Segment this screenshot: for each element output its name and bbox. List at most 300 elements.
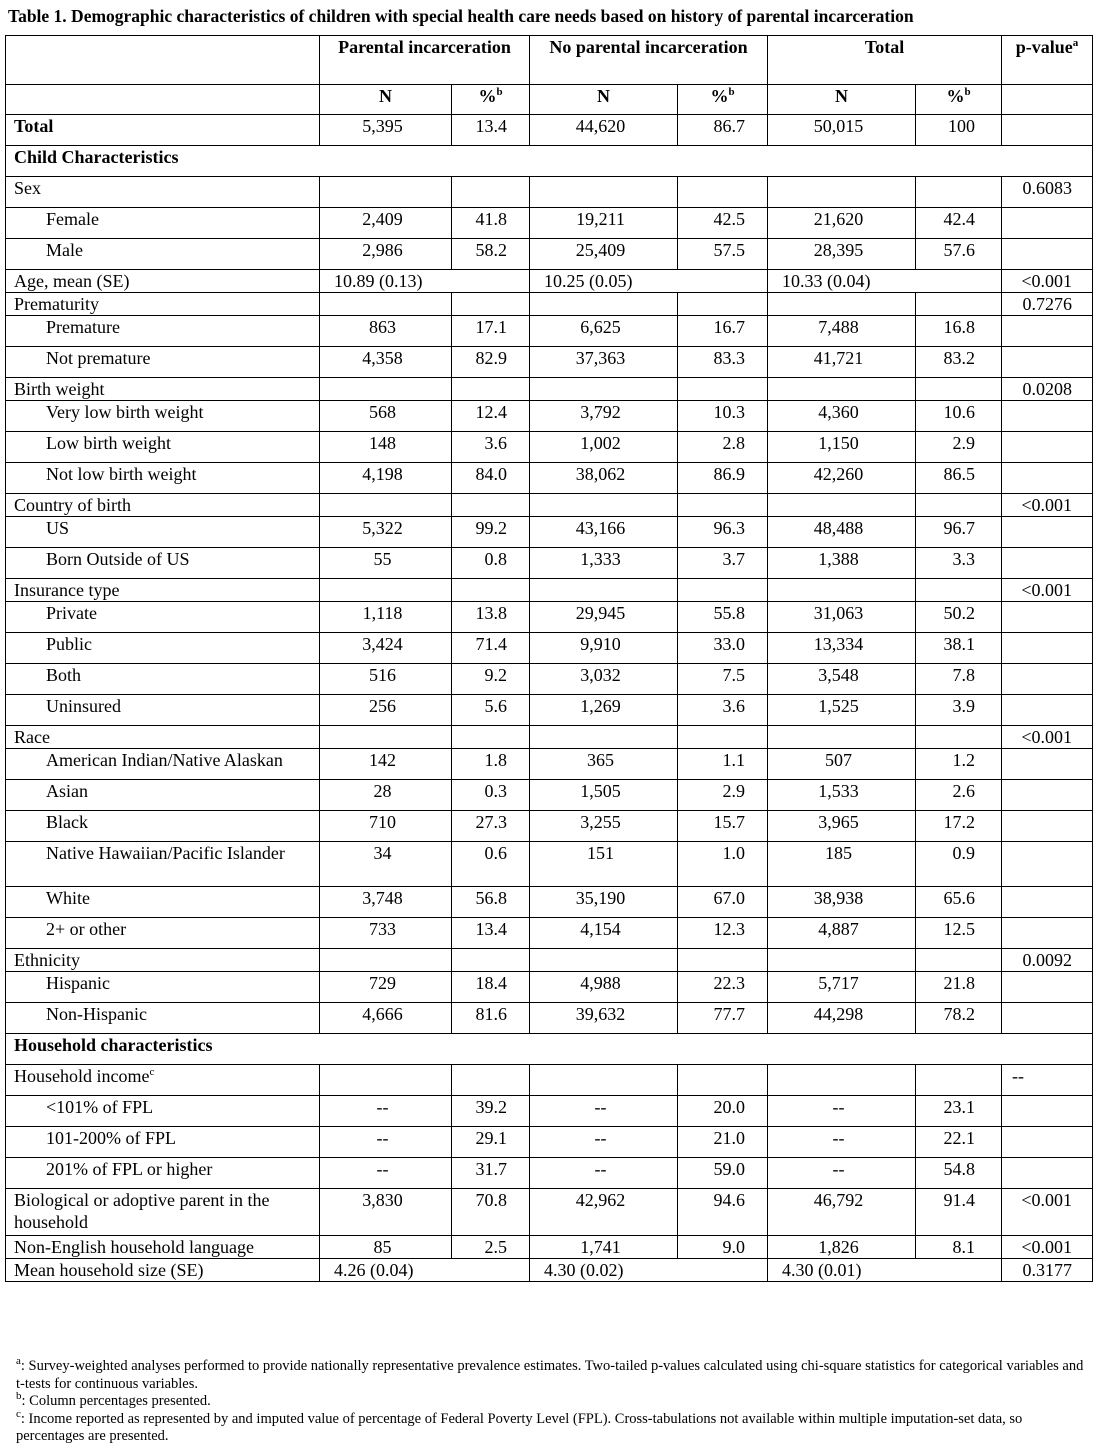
- percent-value: 0.9: [916, 842, 1002, 887]
- table-row: [6, 1096, 1093, 1127]
- p-value: <0.001: [1002, 726, 1093, 749]
- p-value: [1002, 780, 1093, 811]
- table-row: [6, 270, 1093, 293]
- demographics-table: [5, 35, 1093, 1282]
- p-value: 0.7276: [1002, 293, 1093, 316]
- table-row: [6, 664, 1093, 695]
- percent-value: 3.3: [916, 548, 1002, 579]
- empty-cell: [530, 949, 678, 972]
- n-value: 863: [320, 316, 452, 347]
- mean-value: 10.89 (0.13): [320, 270, 530, 293]
- n-value: 1,741: [530, 1236, 678, 1259]
- n-value: 1,525: [768, 695, 916, 726]
- empty-cell: [320, 177, 452, 208]
- p-value: [1002, 1158, 1093, 1189]
- header-percent-sup: b: [964, 86, 971, 98]
- percent-value: 70.8: [452, 1189, 530, 1236]
- empty-cell: [916, 378, 1002, 401]
- percent-value: 0.8: [452, 548, 530, 579]
- percent-value: 3.6: [678, 695, 768, 726]
- percent-value: 81.6: [452, 1003, 530, 1034]
- n-value: 4,154: [530, 918, 678, 949]
- percent-value: 9.2: [452, 664, 530, 695]
- empty-cell: [530, 579, 678, 602]
- p-value: 0.0092: [1002, 949, 1093, 972]
- n-value: 151: [530, 842, 678, 887]
- n-value: 2,409: [320, 208, 452, 239]
- p-value: <0.001: [1002, 494, 1093, 517]
- row-label: Hispanic: [6, 972, 320, 1003]
- percent-value: 96.3: [678, 517, 768, 548]
- n-value: 44,298: [768, 1003, 916, 1034]
- percent-value: 29.1: [452, 1127, 530, 1158]
- percent-value: 12.3: [678, 918, 768, 949]
- header-percent-label: %: [478, 86, 497, 106]
- p-value: <0.001: [1002, 579, 1093, 602]
- n-value: 3,424: [320, 633, 452, 664]
- empty-cell: [678, 378, 768, 401]
- percent-value: 9.0: [678, 1236, 768, 1259]
- percent-value: 83.2: [916, 347, 1002, 378]
- p-value: [1002, 633, 1093, 664]
- table-row: [6, 378, 1093, 401]
- empty-cell: [916, 494, 1002, 517]
- percent-value: 7.5: [678, 664, 768, 695]
- mean-value: 4.30 (0.02): [530, 1259, 768, 1282]
- table-row: [6, 316, 1093, 347]
- table-row: [6, 177, 1093, 208]
- empty-cell: [768, 949, 916, 972]
- row-label: Not premature: [6, 347, 320, 378]
- p-value: [1002, 115, 1093, 146]
- empty-cell: [530, 177, 678, 208]
- empty-cell: [916, 579, 1002, 602]
- empty-cell: [320, 378, 452, 401]
- table-row: [6, 146, 1093, 177]
- table-row: [6, 1236, 1093, 1259]
- header-pvalue: [1002, 36, 1093, 85]
- n-value: 1,269: [530, 695, 678, 726]
- table-title: Table 1. Demographic characteristics of children with special health care needs based on history of parental incarceration: [8, 6, 914, 26]
- p-value: [1002, 548, 1093, 579]
- table-row: [6, 633, 1093, 664]
- percent-value: 12.5: [916, 918, 1002, 949]
- empty-cell: [530, 1065, 678, 1096]
- percent-value: 77.7: [678, 1003, 768, 1034]
- n-value: 21,620: [768, 208, 916, 239]
- percent-value: 2.6: [916, 780, 1002, 811]
- row-label: [6, 1065, 320, 1096]
- header-blank: [6, 36, 320, 85]
- table-row: [6, 494, 1093, 517]
- footnote-c: $^c$: Income reported as represented by and imputed value of percentage of Federal Poverty Level (FPL). Cross-tabulations not available within multiple imputation-set data, so percentages are presented.: [16, 1407, 1023, 1444]
- header-blank: [6, 85, 320, 115]
- percent-value: 1.8: [452, 749, 530, 780]
- n-value: 55: [320, 548, 452, 579]
- row-label: 101-200% of FPL: [6, 1127, 320, 1158]
- row-label: Insurance type: [6, 579, 320, 602]
- table-row: [6, 347, 1093, 378]
- empty-cell: [768, 177, 916, 208]
- empty-cell: [768, 378, 916, 401]
- percent-value: 2.8: [678, 432, 768, 463]
- table-row: [6, 1065, 1093, 1096]
- percent-value: 2.9: [678, 780, 768, 811]
- empty-cell: [678, 177, 768, 208]
- percent-value: 42.4: [916, 208, 1002, 239]
- header-n: N: [768, 85, 916, 115]
- n-value: 4,666: [320, 1003, 452, 1034]
- percent-value: 10.6: [916, 401, 1002, 432]
- row-label: Public: [6, 633, 320, 664]
- n-value: 185: [768, 842, 916, 887]
- row-label: US: [6, 517, 320, 548]
- footnote-b: $^b$: Column percentages presented.: [16, 1390, 211, 1409]
- p-value: <0.001: [1002, 270, 1093, 293]
- p-value: 0.6083: [1002, 177, 1093, 208]
- table-row: [6, 239, 1093, 270]
- n-value: 9,910: [530, 633, 678, 664]
- row-label: Prematurity: [6, 293, 320, 316]
- row-label: Black: [6, 811, 320, 842]
- row-label-sup: c: [149, 1066, 155, 1078]
- percent-value: 65.6: [916, 887, 1002, 918]
- empty-cell: [320, 494, 452, 517]
- percent-value: 96.7: [916, 517, 1002, 548]
- n-value: 37,363: [530, 347, 678, 378]
- row-label: Total: [6, 115, 320, 146]
- table-row: [6, 918, 1093, 949]
- percent-value: 31.7: [452, 1158, 530, 1189]
- n-value: 19,211: [530, 208, 678, 239]
- percent-value: 13.8: [452, 602, 530, 633]
- row-label: Male: [6, 239, 320, 270]
- header-n: N: [530, 85, 678, 115]
- row-label: 201% of FPL or higher: [6, 1158, 320, 1189]
- p-value: --: [1002, 1065, 1093, 1096]
- percent-value: 2.9: [916, 432, 1002, 463]
- table-row: [6, 842, 1093, 887]
- row-label: Not low birth weight: [6, 463, 320, 494]
- percent-value: 15.7: [678, 811, 768, 842]
- p-value: [1002, 972, 1093, 1003]
- p-value: 0.0208: [1002, 378, 1093, 401]
- n-value: 38,062: [530, 463, 678, 494]
- p-value: [1002, 1127, 1093, 1158]
- empty-cell: [678, 726, 768, 749]
- n-value: 13,334: [768, 633, 916, 664]
- percent-value: 27.3: [452, 811, 530, 842]
- n-value: 5,717: [768, 972, 916, 1003]
- n-value: 1,118: [320, 602, 452, 633]
- header-pvalue-sup: a: [1072, 37, 1079, 49]
- n-value: 28,395: [768, 239, 916, 270]
- n-value: --: [530, 1096, 678, 1127]
- p-value: [1002, 664, 1093, 695]
- percent-value: 2.5: [452, 1236, 530, 1259]
- row-label: 2+ or other: [6, 918, 320, 949]
- n-value: --: [530, 1127, 678, 1158]
- empty-cell: [452, 1065, 530, 1096]
- n-value: 39,632: [530, 1003, 678, 1034]
- p-value: [1002, 1003, 1093, 1034]
- row-label: Country of birth: [6, 494, 320, 517]
- n-value: 1,388: [768, 548, 916, 579]
- empty-cell: [916, 177, 1002, 208]
- n-value: 710: [320, 811, 452, 842]
- percent-value: 59.0: [678, 1158, 768, 1189]
- table-row: [6, 887, 1093, 918]
- empty-cell: [452, 579, 530, 602]
- percent-value: 7.8: [916, 664, 1002, 695]
- n-value: 4,988: [530, 972, 678, 1003]
- table-row: [6, 1158, 1093, 1189]
- percent-value: 100: [916, 115, 1002, 146]
- row-label: Very low birth weight: [6, 401, 320, 432]
- percent-value: 1.1: [678, 749, 768, 780]
- n-value: 41,721: [768, 347, 916, 378]
- table-row: [6, 749, 1093, 780]
- row-label: Premature: [6, 316, 320, 347]
- p-value: [1002, 347, 1093, 378]
- empty-cell: [452, 494, 530, 517]
- p-value: [1002, 401, 1093, 432]
- percent-value: 3.6: [452, 432, 530, 463]
- empty-cell: [452, 378, 530, 401]
- row-label: Birth weight: [6, 378, 320, 401]
- header-percent-label: %: [710, 86, 729, 106]
- percent-value: 1.2: [916, 749, 1002, 780]
- table-row: [6, 208, 1093, 239]
- percent-value: 21.8: [916, 972, 1002, 1003]
- header-percent: [916, 85, 1002, 115]
- n-value: 43,166: [530, 517, 678, 548]
- percent-value: 84.0: [452, 463, 530, 494]
- n-value: 3,548: [768, 664, 916, 695]
- n-value: 34: [320, 842, 452, 887]
- percent-value: 41.8: [452, 208, 530, 239]
- n-value: 733: [320, 918, 452, 949]
- empty-cell: [768, 494, 916, 517]
- n-value: 1,533: [768, 780, 916, 811]
- row-label: Born Outside of US: [6, 548, 320, 579]
- n-value: 38,938: [768, 887, 916, 918]
- n-value: 85: [320, 1236, 452, 1259]
- table-row: [6, 602, 1093, 633]
- p-value: [1002, 463, 1093, 494]
- row-label: Biological or adoptive parent in the household: [6, 1189, 320, 1236]
- mean-value: 10.25 (0.05): [530, 270, 768, 293]
- row-label: American Indian/Native Alaskan: [6, 749, 320, 780]
- footnotes: [16, 1355, 1086, 1446]
- n-value: 48,488: [768, 517, 916, 548]
- table-row: [6, 972, 1093, 1003]
- empty-cell: [678, 579, 768, 602]
- n-value: 516: [320, 664, 452, 695]
- percent-value: 83.3: [678, 347, 768, 378]
- n-value: 1,333: [530, 548, 678, 579]
- empty-cell: [452, 177, 530, 208]
- header-total: Total: [768, 36, 1002, 85]
- row-label: Ethnicity: [6, 949, 320, 972]
- percent-value: 82.9: [452, 347, 530, 378]
- percent-value: 71.4: [452, 633, 530, 664]
- n-value: 3,748: [320, 887, 452, 918]
- n-value: 568: [320, 401, 452, 432]
- percent-value: 16.8: [916, 316, 1002, 347]
- header-percent: [452, 85, 530, 115]
- empty-cell: [530, 726, 678, 749]
- percent-value: 78.2: [916, 1003, 1002, 1034]
- n-value: 142: [320, 749, 452, 780]
- n-value: 1,505: [530, 780, 678, 811]
- percent-value: 17.2: [916, 811, 1002, 842]
- row-label: Non-Hispanic: [6, 1003, 320, 1034]
- percent-value: 55.8: [678, 602, 768, 633]
- percent-value: 86.9: [678, 463, 768, 494]
- p-value: [1002, 517, 1093, 548]
- empty-cell: [916, 1065, 1002, 1096]
- header-no-parental-incarceration: No parental incarceration: [530, 36, 768, 85]
- n-value: 46,792: [768, 1189, 916, 1236]
- empty-cell: [530, 293, 678, 316]
- p-value: [1002, 239, 1093, 270]
- empty-cell: [320, 949, 452, 972]
- n-value: 28: [320, 780, 452, 811]
- percent-value: 42.5: [678, 208, 768, 239]
- empty-cell: [320, 1065, 452, 1096]
- table-row: [6, 1259, 1093, 1282]
- percent-value: 20.0: [678, 1096, 768, 1127]
- header-percent: [678, 85, 768, 115]
- n-value: 3,830: [320, 1189, 452, 1236]
- mean-value: 4.30 (0.01): [768, 1259, 1002, 1282]
- n-value: 35,190: [530, 887, 678, 918]
- n-value: 50,015: [768, 115, 916, 146]
- empty-cell: [320, 293, 452, 316]
- empty-cell: [678, 1065, 768, 1096]
- table-row: [6, 780, 1093, 811]
- row-label: Sex: [6, 177, 320, 208]
- row-label: Age, mean (SE): [6, 270, 320, 293]
- percent-value: 21.0: [678, 1127, 768, 1158]
- row-label: Low birth weight: [6, 432, 320, 463]
- percent-value: 13.4: [452, 918, 530, 949]
- empty-cell: [678, 949, 768, 972]
- footnote-a: $^a$: Survey-weighted analyses performed to provide nationally representative prevalence estimates. Two-tailed p-values calculated using chi-square statistics for categorical variables and t-tests for continuous variables.: [16, 1355, 1084, 1392]
- p-value: [1002, 842, 1093, 887]
- n-value: 148: [320, 432, 452, 463]
- n-value: 256: [320, 695, 452, 726]
- percent-value: 99.2: [452, 517, 530, 548]
- percent-value: 16.7: [678, 316, 768, 347]
- table-row: [6, 579, 1093, 602]
- n-value: 1,002: [530, 432, 678, 463]
- p-value: [1002, 316, 1093, 347]
- n-value: 4,887: [768, 918, 916, 949]
- n-value: --: [768, 1158, 916, 1189]
- empty-cell: [678, 293, 768, 316]
- table-row: [6, 293, 1093, 316]
- percent-value: 5.6: [452, 695, 530, 726]
- n-value: 1,150: [768, 432, 916, 463]
- table-row: [6, 1003, 1093, 1034]
- percent-value: 3.9: [916, 695, 1002, 726]
- p-value: [1002, 811, 1093, 842]
- header-parental-incarceration: Parental incarceration: [320, 36, 530, 85]
- p-value: [1002, 918, 1093, 949]
- n-value: --: [768, 1096, 916, 1127]
- empty-cell: [452, 293, 530, 316]
- row-label: Private: [6, 602, 320, 633]
- p-value: [1002, 887, 1093, 918]
- n-value: 4,360: [768, 401, 916, 432]
- percent-value: 57.6: [916, 239, 1002, 270]
- percent-value: 91.4: [916, 1189, 1002, 1236]
- percent-value: 10.3: [678, 401, 768, 432]
- empty-cell: [916, 293, 1002, 316]
- p-value: <0.001: [1002, 1236, 1093, 1259]
- empty-cell: [916, 726, 1002, 749]
- table-row: [6, 695, 1093, 726]
- n-value: 5,395: [320, 115, 452, 146]
- header-percent-label: %: [946, 86, 965, 106]
- empty-cell: [530, 494, 678, 517]
- n-value: --: [530, 1158, 678, 1189]
- percent-value: 86.7: [678, 115, 768, 146]
- percent-value: 22.1: [916, 1127, 1002, 1158]
- empty-cell: [916, 949, 1002, 972]
- percent-value: 56.8: [452, 887, 530, 918]
- header-row-groups: [6, 36, 1093, 85]
- n-value: --: [768, 1127, 916, 1158]
- percent-value: 22.3: [678, 972, 768, 1003]
- header-blank: [1002, 85, 1093, 115]
- percent-value: 18.4: [452, 972, 530, 1003]
- p-value: [1002, 1096, 1093, 1127]
- header-pvalue-label: p-value: [1015, 37, 1073, 57]
- percent-value: 0.3: [452, 780, 530, 811]
- empty-cell: [768, 293, 916, 316]
- percent-value: 17.1: [452, 316, 530, 347]
- percent-value: 1.0: [678, 842, 768, 887]
- percent-value: 13.4: [452, 115, 530, 146]
- percent-value: 58.2: [452, 239, 530, 270]
- n-value: --: [320, 1127, 452, 1158]
- percent-value: 67.0: [678, 887, 768, 918]
- row-label: White: [6, 887, 320, 918]
- header-percent-sup: b: [728, 86, 735, 98]
- p-value: [1002, 602, 1093, 633]
- section-heading: Household characteristics: [6, 1034, 1093, 1065]
- percent-value: 57.5: [678, 239, 768, 270]
- mean-value: 4.26 (0.04): [320, 1259, 530, 1282]
- row-label-text: Household income: [14, 1066, 150, 1086]
- header-row-subcols: [6, 85, 1093, 115]
- empty-cell: [768, 726, 916, 749]
- percent-value: 50.2: [916, 602, 1002, 633]
- table-row: [6, 463, 1093, 494]
- n-value: 5,322: [320, 517, 452, 548]
- n-value: 4,198: [320, 463, 452, 494]
- empty-cell: [452, 949, 530, 972]
- n-value: 507: [768, 749, 916, 780]
- n-value: --: [320, 1096, 452, 1127]
- percent-value: 12.4: [452, 401, 530, 432]
- row-label: Uninsured: [6, 695, 320, 726]
- row-label: Mean household size (SE): [6, 1259, 320, 1282]
- n-value: 29,945: [530, 602, 678, 633]
